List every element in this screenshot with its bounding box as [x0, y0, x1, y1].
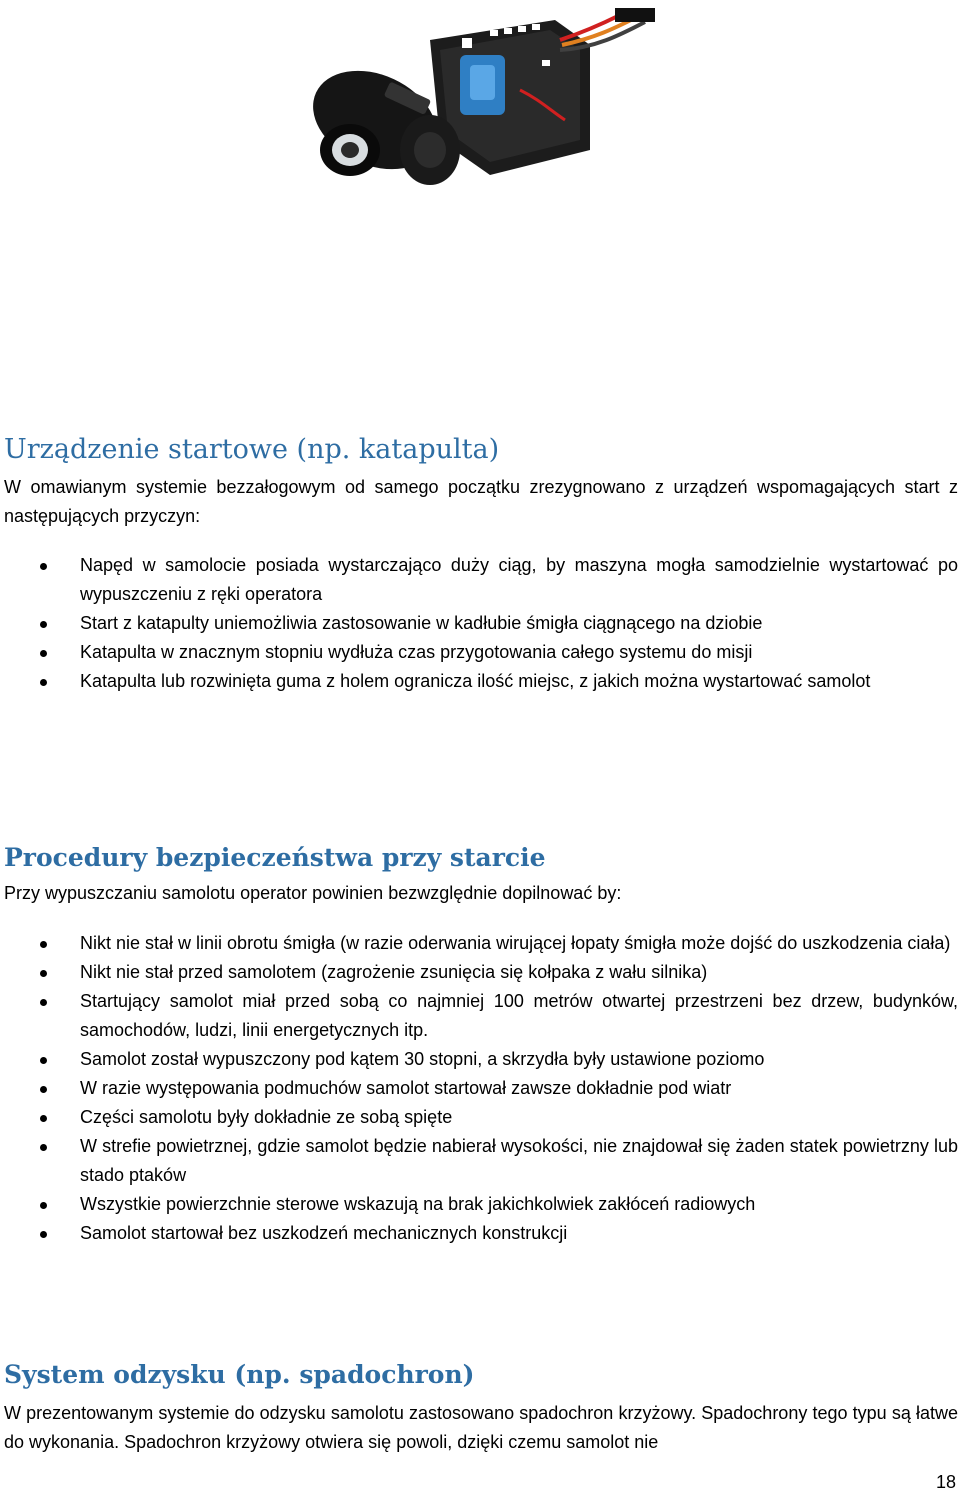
bullet-icon [40, 941, 47, 948]
bullet-icon [40, 621, 47, 628]
list-item: Samolot został wypuszczony pod kątem 30 stopni, a skrzydła były ustawione poziomo [0, 1045, 958, 1074]
bullet-icon [40, 563, 47, 570]
list-item: Samolot startował bez uszkodzeń mechanicznych konstrukcji [0, 1219, 958, 1248]
list-item: Nikt nie stał w linii obrotu śmigła (w razie oderwania wirującej łopaty śmigła może dojść do uszkodzenia ciała) [0, 929, 958, 958]
bullet-icon [40, 1115, 47, 1122]
list-item: Części samolotu były dokładnie ze sobą spięte [0, 1103, 958, 1132]
safety-rules-list [0, 929, 958, 1248]
bullet-icon [40, 1231, 47, 1238]
list-item: Katapulta lub rozwinięta guma z holem ogranicza ilość miejsc, z jakich można wystartować samolot [0, 667, 958, 696]
section-intro-launch-device: W omawianym systemie bezzałogowym od samego początku zrezygnowano z urządzeń wspomagających start z następujących przyczyn: [4, 477, 958, 526]
section-heading-safety: Procedury bezpieczeństwa przy starcie [4, 843, 546, 872]
list-item: W strefie powietrznej, gdzie samolot będzie nabierał wysokości, nie znajdował się żaden statek powietrzny lub stado ptaków [0, 1132, 958, 1190]
bullet-icon [40, 1202, 47, 1209]
bullet-icon [40, 679, 47, 686]
list-item: Napęd w samolocie posiada wystarczająco duży ciąg, by maszyna mogła samodzielnie wystartować po wypuszczeniu z ręki operatora [0, 551, 958, 609]
launch-reasons-list [0, 551, 958, 696]
bullet-icon [40, 970, 47, 977]
section-intro-safety: Przy wypuszczaniu samolotu operator powinien bezwzględnie dopilnować by: [4, 883, 622, 903]
section-intro-recovery: W prezentowanym systemie do odzysku samolotu zastosowano spadochron krzyżowy. Spadochrony tego typu są łatwe do wykonania. Spadochron krzyżowy otwiera się powoli, dzięki czemu samolot nie [4, 1403, 958, 1452]
bullet-icon [40, 650, 47, 657]
section-heading-recovery: System odzysku (np. spadochron) [4, 1360, 475, 1389]
bullet-icon [40, 1144, 47, 1151]
list-item: Nikt nie stał przed samolotem (zagrożenie zsunięcia się kołpaka z wału silnika) [0, 958, 958, 987]
camera-gimbal-image [290, 0, 680, 230]
list-item: Katapulta w znacznym stopniu wydłuża czas przygotowania całego systemu do misji [0, 638, 958, 667]
section-heading-launch-device: Urządzenie startowe (np. katapulta) [4, 434, 500, 465]
bullet-icon [40, 999, 47, 1006]
page-number: 18 [935, 1472, 956, 1492]
list-item: W razie występowania podmuchów samolot startował zawsze dokładnie pod wiatr [0, 1074, 958, 1103]
list-item: Wszystkie powierzchnie sterowe wskazują na brak jakichkolwiek zakłóceń radiowych [0, 1190, 958, 1219]
bullet-icon [40, 1086, 47, 1093]
list-item: Startujący samolot miał przed sobą co najmniej 100 metrów otwartej przestrzeni bez drzew, budynków, samochodów, ludzi, linii energetycznych itp. [0, 987, 958, 1045]
list-item: Start z katapulty uniemożliwia zastosowanie w kadłubie śmigła ciągnącego na dziobie [0, 609, 958, 638]
bullet-icon [40, 1057, 47, 1064]
